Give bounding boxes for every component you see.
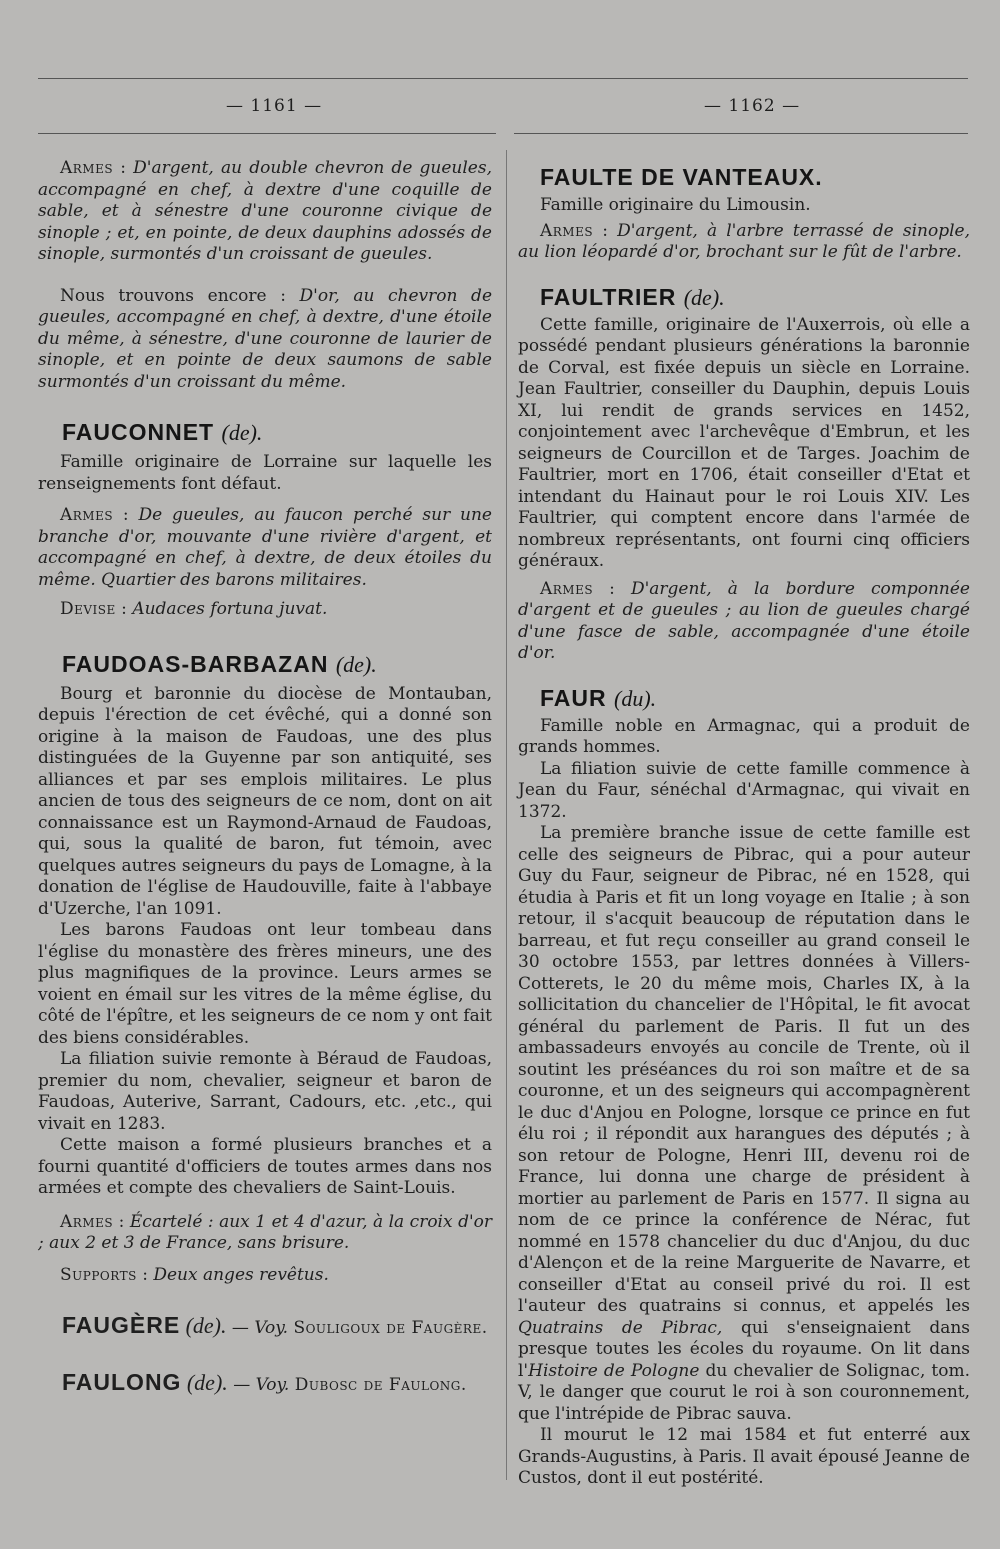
faulte-text: Famille originaire du Limousin. bbox=[540, 195, 811, 215]
voy-faulong: — Voy. bbox=[233, 1375, 290, 1395]
faultrier-arms: Armes : D'argent, à la bordure componnée d'argent et de gueules ; au lion de gueules chargé d'une fasce de sable, accompagnée d'une étoile d'or. bbox=[518, 578, 970, 663]
also-found-paragraph bbox=[38, 286, 492, 394]
left-header-rule bbox=[38, 133, 496, 134]
arms-label: Armes bbox=[540, 220, 594, 241]
book-title-pologne: Histoire de Pologne bbox=[528, 1360, 700, 1381]
faur-text-part: La première branche issue de cette famille est celle des seigneurs de Pibrac, qui a pour auteur Guy du Faur, seigneur de Pibrac, né en 1528, qui étudia à Paris et fit un long voyage en Italie ; à son retour, il s'acquit beaucoup de réputation dans le barreau, et fut reçu conseiller au grand conseil le 30 octobre 1553, par lettres données à Villers-Cotterets, le 20 du même mois, Charles IX, à la sollicitation du chancelier de l'Hôpital, le fit avocat général du parlement de Paris. Il fut un des ambassadeurs envoyés au concile de Trente, où il soutint les préséances du roi son maître et de sa couronne, et un des seigneurs qui accompagnèrent le duc d'Anjou en Pologne, lorsque ce prince en fut élu roi ; il répondit aux harangues des députés ; à son retour de Pologne, Henri III, devenu roi de France, lui donna une charge de président à mortier au parlement de Paris en 1577. Il signa au nom de ce prince la conférence de Nérac, fut nommé en 1578 chancelier du duc d'Anjou, du duc d'Alençon et de la reine Marguerite de Navarre, et conseiller d'Etat au conseil privé du roi. Il est l'auteur des quatrains si connus, et appelés les bbox=[518, 823, 970, 1316]
faudoas-arms: Armes : Écartelé : aux 1 et 4 d'azur, à la croix d'or ; aux 2 et 3 de France, sans brisure. bbox=[38, 1211, 492, 1253]
arms-text: De gueules, au faucon perché sur une branche d'or, mouvante d'une rivière d'argent, et accompagné en chef, à dextre, de deux étoiles du même. Quartier des barons militaires. bbox=[38, 505, 492, 590]
faudoas-paragraph: Cette maison a formé plusieurs branches et a fourni quantité d'officiers de toutes armes dans nos armées et compte des chevaliers de Saint-Louis. bbox=[38, 1135, 492, 1198]
fauconnet-motto: Devise : Audaces fortuna juvat. bbox=[60, 599, 328, 619]
ref-faulong: Dubosc de Faulong. bbox=[294, 1375, 467, 1395]
heading-faulte: FAULTE DE VANTEAUX. bbox=[540, 164, 823, 190]
ref-faugere: Souligoux de Faugère. bbox=[293, 1318, 488, 1338]
voy-faugere: — Voy. bbox=[231, 1318, 289, 1338]
right-page-number: — 1162 — bbox=[704, 96, 801, 116]
title-fauconnet: FAUCONNET bbox=[62, 419, 215, 445]
faur-paragraph: La filiation suivie de cette famille commence à Jean du Faur, sénéchal d'Armagnac, qui vivait en 1372. bbox=[518, 758, 970, 822]
particle-faulong: (de). bbox=[186, 1370, 228, 1395]
faudoas-paragraph: La filiation suivie remonte à Béraud de Faudoas, premier du nom, chevalier, seigneur et baron de Faudoas, Auterive, Sarrant, Cadours, etc. ,etc., qui vivait en 1283. bbox=[38, 1049, 492, 1134]
motto-label: Devise bbox=[60, 599, 116, 619]
particle-faultrier: (de). bbox=[683, 284, 725, 310]
faur-text-part: du chevalier de Solignac, tom. V, le danger que courut le roi à son couronnement, que l'intrépide de Pibrac sauva. bbox=[518, 1360, 970, 1424]
left-column bbox=[38, 150, 492, 1398]
column-divider bbox=[506, 150, 507, 1480]
fauconnet-arms: Armes : De gueules, au faucon perché sur une branche d'or, mouvante d'une rivière d'argent, et accompagné en chef, à dextre, de deux étoiles du même. Quartier des barons militaires. bbox=[38, 505, 492, 590]
title-faultrier: FAULTRIER bbox=[540, 283, 677, 310]
arms-label: Armes bbox=[60, 505, 114, 525]
faudoas-paragraph: Bourg et baronnie du diocèse de Montauban, depuis l'érection de cet évêché, qui a donné son origine à la maison de Faudoas, une des plus distinguées de la Guyenne par son antiquité, ses alliances et par ses emplois militaires. Le plus ancien de tous des seigneurs de ce nom, dont on ait connaissance est un Raymond-Arnaud de Faudoas, qui, sous la qualité de baron, fut témoin, avec quelques autres seigneurs du pays de Lomagne, à la donation de l'église de Haudouville, faite à l'abbaye d'Uzerche, l'an 1091. bbox=[38, 683, 492, 919]
arms-text: D'argent, à l'arbre terrassé de sinople, au lion léopardé d'or, brochant sur le fût de l'arbre. bbox=[518, 220, 970, 262]
arms-label: Armes bbox=[60, 158, 114, 178]
arms-text: D'argent, à la bordure componnée d'argent et de gueules ; au lion de gueules chargé d'une fasce de sable, accompagnée d'une étoile d'or. bbox=[518, 578, 970, 663]
particle-faur: (du). bbox=[614, 685, 657, 711]
also-found-text: D'or, au chevron de gueules, accompagné en chef, à dextre, d'une étoile du même, à sénestre, d'une couronne de laurier de sinople, et en pointe de deux saumons de sable surmontés d'un croissant du même. bbox=[38, 285, 493, 392]
particle-faugere: (de). bbox=[185, 1313, 227, 1338]
particle-fauconnet: (de). bbox=[221, 420, 263, 445]
motto-text: Audaces fortuna juvat. bbox=[132, 599, 328, 619]
faur-paragraph: Il mourut le 12 mai 1584 et fut enterré aux Grands-Augustins, à Paris. Il avait épousé Jeanne de Custos, dont il eut postérité. bbox=[518, 1425, 970, 1488]
supports-label: Supports bbox=[60, 1264, 137, 1285]
arms-intro-entry: Armes : D'argent, au double chevron de gueules, accompagné en chef, à dextre d'une coquille de sable, et à sénestre d'une couronne civique de sinople ; et, en pointe, de deux dauphins adossés de sinople, surmontés d'un croissant de gueules. bbox=[38, 158, 492, 264]
arms-label: Armes bbox=[540, 578, 594, 599]
faur-paragraph: Famille noble en Armagnac, qui a produit de grands hommes. bbox=[518, 715, 970, 757]
particle-faudoas: (de). bbox=[335, 651, 377, 677]
left-page-number: — 1161 — bbox=[226, 96, 323, 116]
top-rule bbox=[38, 78, 968, 79]
title-faugere: FAUGÈRE bbox=[62, 1312, 181, 1338]
heading-fauconnet bbox=[62, 419, 492, 446]
faur-paragraph bbox=[518, 823, 970, 1425]
title-faur: FAUR bbox=[540, 684, 607, 711]
heading-faur bbox=[540, 685, 970, 712]
faulte-arms: Armes : D'argent, à l'arbre terrassé de sinople, au lion léopardé d'or, brochant sur le fût de l'arbre. bbox=[518, 220, 970, 262]
heading-faudoas bbox=[62, 651, 492, 678]
book-title-quatrains: Quatrains de Pibrac, bbox=[518, 1317, 723, 1338]
heading-faultrier bbox=[540, 284, 970, 311]
arms-text: D'argent, au double chevron de gueules, accompagné en chef, à dextre d'une coquille de sable, et à sénestre d'une couronne civique de sinople ; et, en pointe, de deux dauphins adossés de sinople, surmontés d'un croissant de gueules. bbox=[38, 158, 492, 264]
supports-text: Deux anges revêtus. bbox=[153, 1264, 329, 1285]
faultrier-text: Cette famille, originaire de l'Auxerrois, où elle a possédé pendant plusieurs générations la baronnie de Corval, est fixée depuis un siècle en Lorraine. Jean Faultrier, conseiller du Dauphin, depuis Louis XI, lui rendit de grands services en 1452, conjointement avec l'archevêque d'Embrun, et les seigneurs de Courcillon et de Targes. Joachim de Faultrier, mort en 1706, était conseiller d'Etat et intendant du Hainaut pour le roi Louis XIV. Les Faultrier, qui comptent encore dans l'armée de nombreux représentants, ont fourni cinq officiers généraux. bbox=[518, 314, 970, 571]
arms-text: Écartelé : aux 1 et 4 d'azur, à la croix d'or ; aux 2 et 3 de France, sans brisure. bbox=[38, 1211, 492, 1253]
faur-text-part: qui s'enseignaient dans presque toutes les écoles du royaume. On lit dans l' bbox=[518, 1317, 971, 1381]
faudoas-supports: Supports : Deux anges revêtus. bbox=[60, 1264, 329, 1285]
right-column bbox=[518, 150, 970, 1490]
faulong-entry bbox=[38, 1369, 492, 1398]
arms-label: Armes bbox=[60, 1211, 114, 1232]
fauconnet-text: Famille originaire de Lorraine sur laquelle les renseignements font défaut. bbox=[38, 452, 492, 494]
also-found-lead: Nous trouvons encore : bbox=[60, 285, 286, 306]
right-header-rule bbox=[514, 133, 968, 134]
faugere-entry bbox=[38, 1312, 492, 1341]
title-faudoas: FAUDOAS-BARBAZAN bbox=[62, 650, 329, 677]
title-faulong: FAULONG bbox=[62, 1369, 182, 1395]
faudoas-paragraph: Les barons Faudoas ont leur tombeau dans l'église du monastère des frères mineurs, une des plus magnifiques de la province. Leurs armes se voient en émail sur les vitres de la même église, du côté de l'épître, et les seigneurs de ce nom y ont fait des biens considérables. bbox=[38, 920, 492, 1048]
